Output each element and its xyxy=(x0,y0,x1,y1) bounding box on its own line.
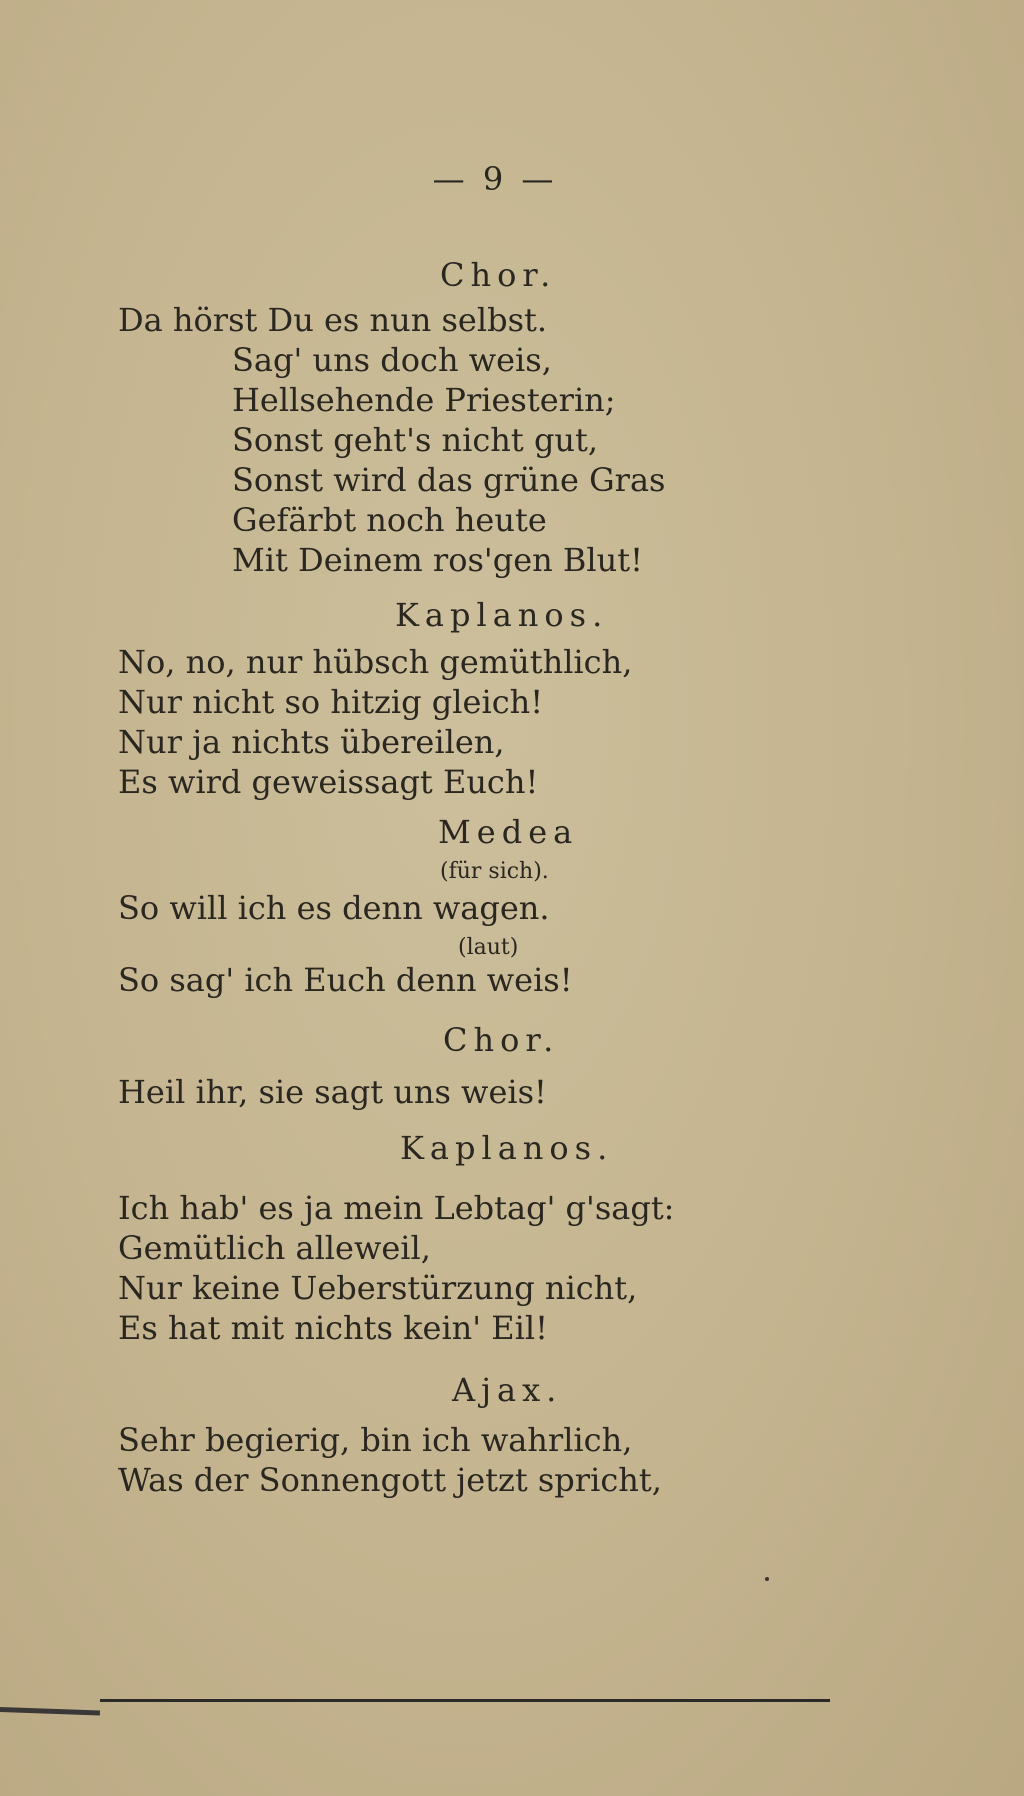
speaker-medea: Medea xyxy=(438,813,579,851)
footer-rule-tail xyxy=(0,1707,100,1715)
stage-direction: (für sich). xyxy=(440,859,549,884)
verse-line: Nur nicht so hitzig gleich! xyxy=(118,683,544,721)
verse-line: Es hat mit nichts kein' Eil! xyxy=(118,1309,548,1347)
speaker-kaplanos: Kaplanos. xyxy=(395,596,609,634)
footer-rule xyxy=(100,1699,830,1702)
verse-line: Ich hab' es ja mein Lebtag' g'sagt: xyxy=(118,1189,675,1227)
speaker-kaplanos: Kaplanos. xyxy=(400,1129,614,1167)
ink-speck xyxy=(765,1577,769,1581)
verse-line: Sonst geht's nicht gut, xyxy=(232,421,599,459)
verse-line: Mit Deinem ros'gen Blut! xyxy=(232,541,643,579)
page-number: — 9 — xyxy=(432,160,558,198)
speaker-chor: Chor. xyxy=(443,1021,560,1059)
verse-line: Heil ihr, sie sagt uns weis! xyxy=(118,1073,547,1111)
verse-line: So sag' ich Euch denn weis! xyxy=(118,961,573,999)
verse-line: Gefärbt noch heute xyxy=(232,501,547,539)
verse-line: Sonst wird das grüne Gras xyxy=(232,461,666,499)
verse-line: Sag' uns doch weis, xyxy=(232,341,552,379)
verse-line: Hellsehende Priesterin; xyxy=(232,381,616,419)
stage-direction: (laut) xyxy=(458,935,519,960)
speaker-chor: Chor. xyxy=(440,256,557,294)
verse-line: Sehr begierig, bin ich wahrlich, xyxy=(118,1421,633,1459)
verse-line: Nur ja nichts übereilen, xyxy=(118,723,505,761)
verse-line: Es wird geweissagt Euch! xyxy=(118,763,539,801)
verse-line: No, no, nur hübsch gemüthlich, xyxy=(118,643,633,681)
verse-line: Was der Sonnengott jetzt spricht, xyxy=(118,1461,662,1499)
verse-line: So will ich es denn wagen. xyxy=(118,889,550,927)
verse-line: Nur keine Ueberstürzung nicht, xyxy=(118,1269,638,1307)
speaker-ajax: Ajax. xyxy=(452,1371,563,1409)
verse-line: Da hörst Du es nun selbst. xyxy=(118,301,548,339)
verse-line: Gemütlich alleweil, xyxy=(118,1229,431,1267)
